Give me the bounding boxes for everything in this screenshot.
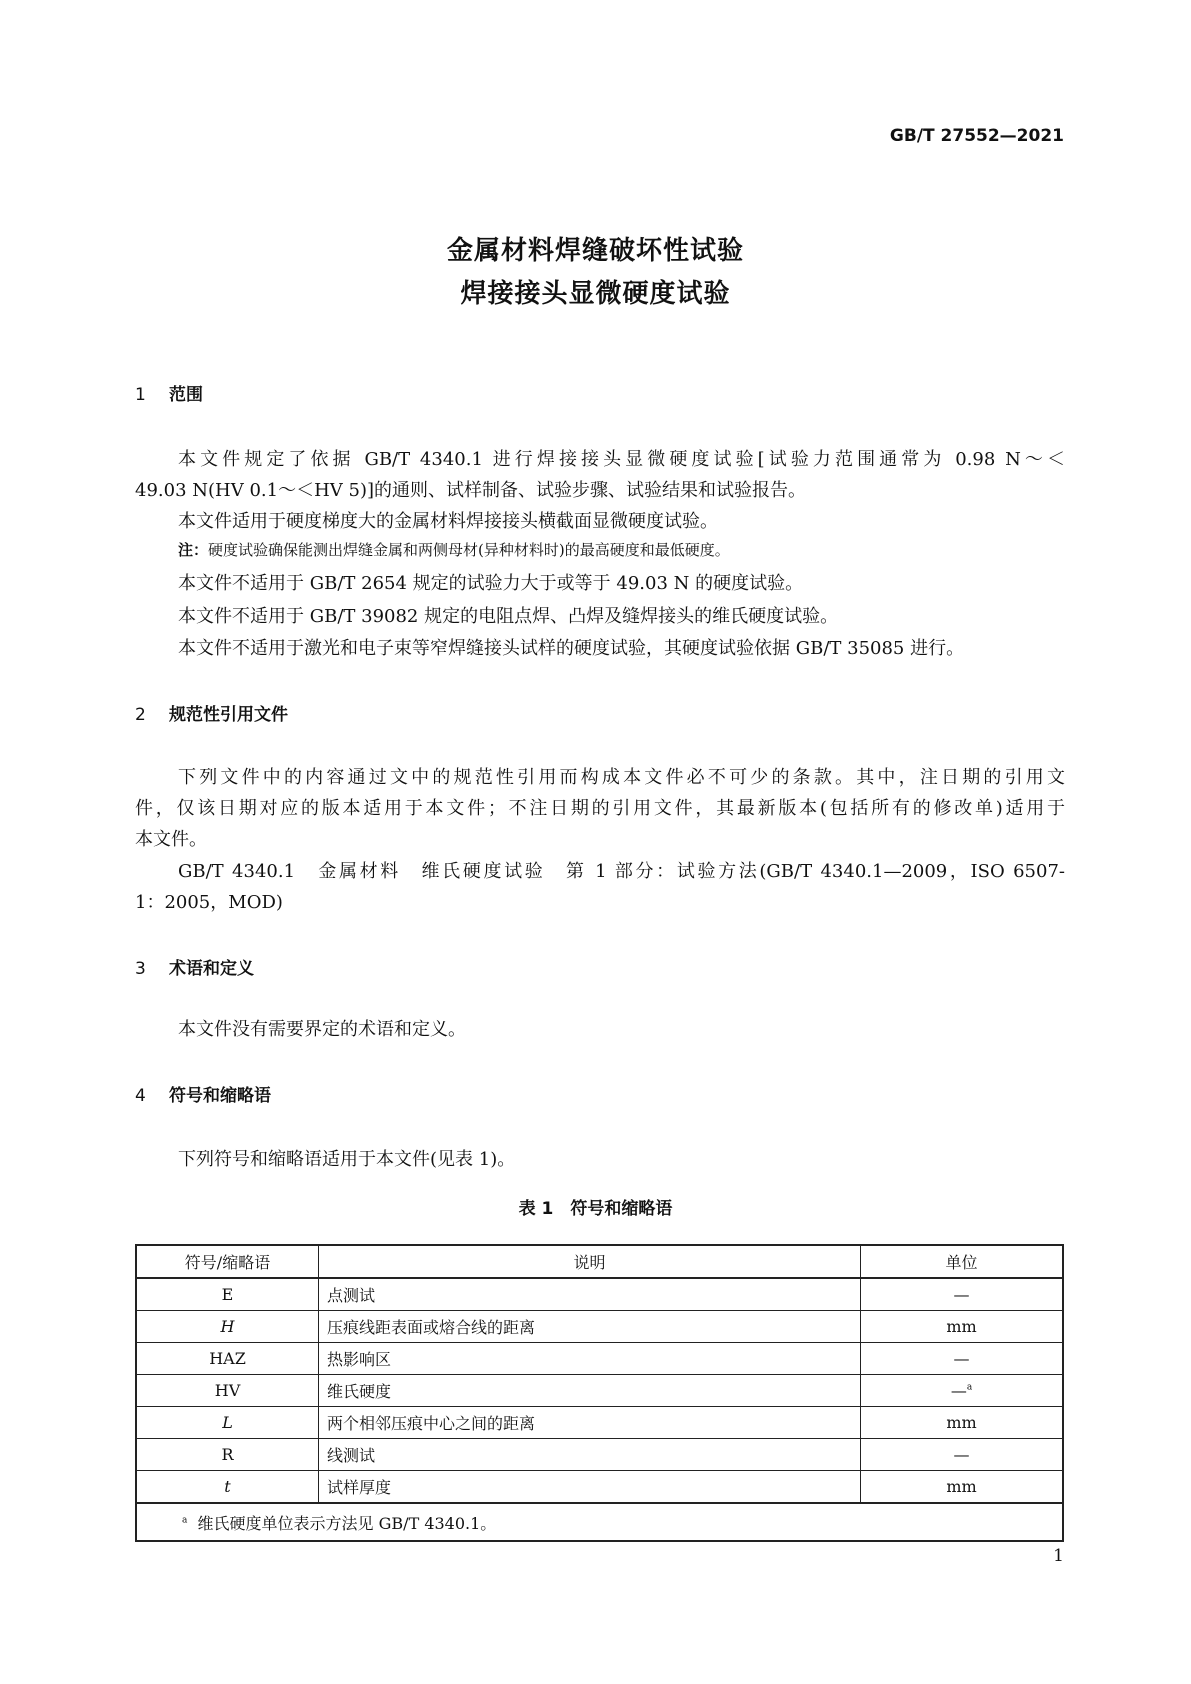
description-cell: 线测试 xyxy=(319,1439,861,1471)
unit-cell: — xyxy=(861,1439,1064,1471)
standard-number: GB/T 27552—2021 xyxy=(889,126,1064,146)
table-caption: 表 1 符号和缩略语 xyxy=(518,1199,673,1219)
table-row xyxy=(136,1311,1063,1343)
reference-entry: GB/T 4340.1 金属材料 维氏硬度试验 第 1 部分：试验方法(GB/T 4340.1—2009，ISO 6507- xyxy=(178,861,1065,882)
paragraph-line: 本文件适用于硬度梯度大的金属材料焊接接头横截面显微硬度试验。 xyxy=(178,511,718,532)
section-number: 4 xyxy=(135,1086,146,1106)
description-cell: 试样厚度 xyxy=(319,1471,861,1504)
note-label: 注： xyxy=(178,541,209,559)
paragraph-line: 本文件。 xyxy=(135,829,207,850)
reference-entry-cont: 1：2005，MOD) xyxy=(135,892,283,913)
symbol-cell: L xyxy=(136,1407,319,1439)
paragraph-line: 本文件没有需要界定的术语和定义。 xyxy=(178,1019,466,1040)
symbol-cell: E xyxy=(136,1278,319,1311)
section-4-heading xyxy=(135,1081,271,1106)
table-row xyxy=(136,1439,1063,1471)
description-cell: 压痕线距表面或熔合线的距离 xyxy=(319,1311,861,1343)
description-cell: 维氏硬度 xyxy=(319,1375,861,1407)
table-footnote-row xyxy=(136,1503,1063,1541)
paragraph-line: 本文件不适用于 GB/T 39082 规定的电阻点焊、凸焊及缝焊接头的维氏硬度试验。 xyxy=(178,606,839,627)
table-row xyxy=(136,1471,1063,1504)
footnote-ref: a xyxy=(966,1382,973,1393)
unit-cell: mm xyxy=(861,1311,1064,1343)
section-title: 术语和定义 xyxy=(169,959,254,979)
description-cell: 热影响区 xyxy=(319,1343,861,1375)
unit-cell: mm xyxy=(861,1407,1064,1439)
doc-title-line1: 金属材料焊缝破坏性试验 xyxy=(446,236,744,266)
page-number: 1 xyxy=(1053,1546,1064,1566)
unit-value: — xyxy=(950,1381,967,1400)
paragraph-line: 本文件不适用于激光和电子束等窄焊缝接头试样的硬度试验，其硬度试验依据 GB/T 35085 进行。 xyxy=(178,638,965,659)
table-footnote xyxy=(136,1503,1063,1541)
section-number: 2 xyxy=(135,705,146,725)
paragraph-line: 下列符号和缩略语适用于本文件(见表 1)。 xyxy=(178,1149,516,1170)
unit-cell: mm xyxy=(861,1471,1064,1504)
table-row xyxy=(136,1375,1063,1407)
description-cell: 两个相邻压痕中心之间的距离 xyxy=(319,1407,861,1439)
symbol-cell: H xyxy=(136,1311,319,1343)
symbol-cell: t xyxy=(136,1471,319,1504)
column-header: 符号/缩略语 xyxy=(136,1245,319,1278)
table-row xyxy=(136,1343,1063,1375)
footnote-mark: a xyxy=(182,1515,188,1526)
column-header: 单位 xyxy=(861,1245,1064,1278)
description-cell: 点测试 xyxy=(319,1278,861,1311)
section-number: 1 xyxy=(135,385,146,405)
column-header: 说明 xyxy=(319,1245,861,1278)
paragraph-line: 49.03 N(HV 0.1～＜HV 5)]的通则、试样制备、试验步骤、试验结果和试验报告。 xyxy=(135,480,806,501)
table-row xyxy=(136,1278,1063,1311)
section-title: 符号和缩略语 xyxy=(169,1086,271,1106)
symbol-cell: R xyxy=(136,1439,319,1471)
section-title: 范围 xyxy=(169,385,203,405)
unit-cell: — xyxy=(861,1343,1064,1375)
section-title: 规范性引用文件 xyxy=(169,705,288,725)
table-header-row xyxy=(136,1245,1063,1278)
paragraph-line: 件，仅该日期对应的版本适用于本文件；不注日期的引用文件，其最新版本(包括所有的修改单)适用于 xyxy=(135,798,1065,819)
table-row xyxy=(136,1407,1063,1439)
section-2-heading xyxy=(135,700,288,725)
symbols-table xyxy=(135,1244,1064,1542)
section-number: 3 xyxy=(135,959,146,979)
section-1-heading xyxy=(135,380,203,405)
paragraph-line: 本文件规定了依据 GB/T 4340.1 进行焊接接头显微硬度试验[试验力范围通常为 0.98 N～＜ xyxy=(178,449,1065,470)
paragraph-line: 下列文件中的内容通过文中的规范性引用而构成本文件必不可少的条款。其中，注日期的引用文 xyxy=(178,767,1065,788)
symbol-cell: HAZ xyxy=(136,1343,319,1375)
note-text: 硬度试验确保能测出焊缝金属和两侧母材(异种材料时)的最高硬度和最低硬度。 xyxy=(208,541,730,559)
doc-title-line2: 焊接接头显微硬度试验 xyxy=(460,279,731,309)
section-3-heading xyxy=(135,954,254,979)
footnote-text: 维氏硬度单位表示方法见 GB/T 4340.1。 xyxy=(197,1513,497,1533)
symbol-cell: HV xyxy=(136,1375,319,1407)
paragraph-line: 本文件不适用于 GB/T 2654 规定的试验力大于或等于 49.03 N 的硬度试验。 xyxy=(178,573,804,594)
note xyxy=(178,539,730,560)
unit-cell: — xyxy=(861,1278,1064,1311)
unit-cell xyxy=(861,1375,1064,1407)
